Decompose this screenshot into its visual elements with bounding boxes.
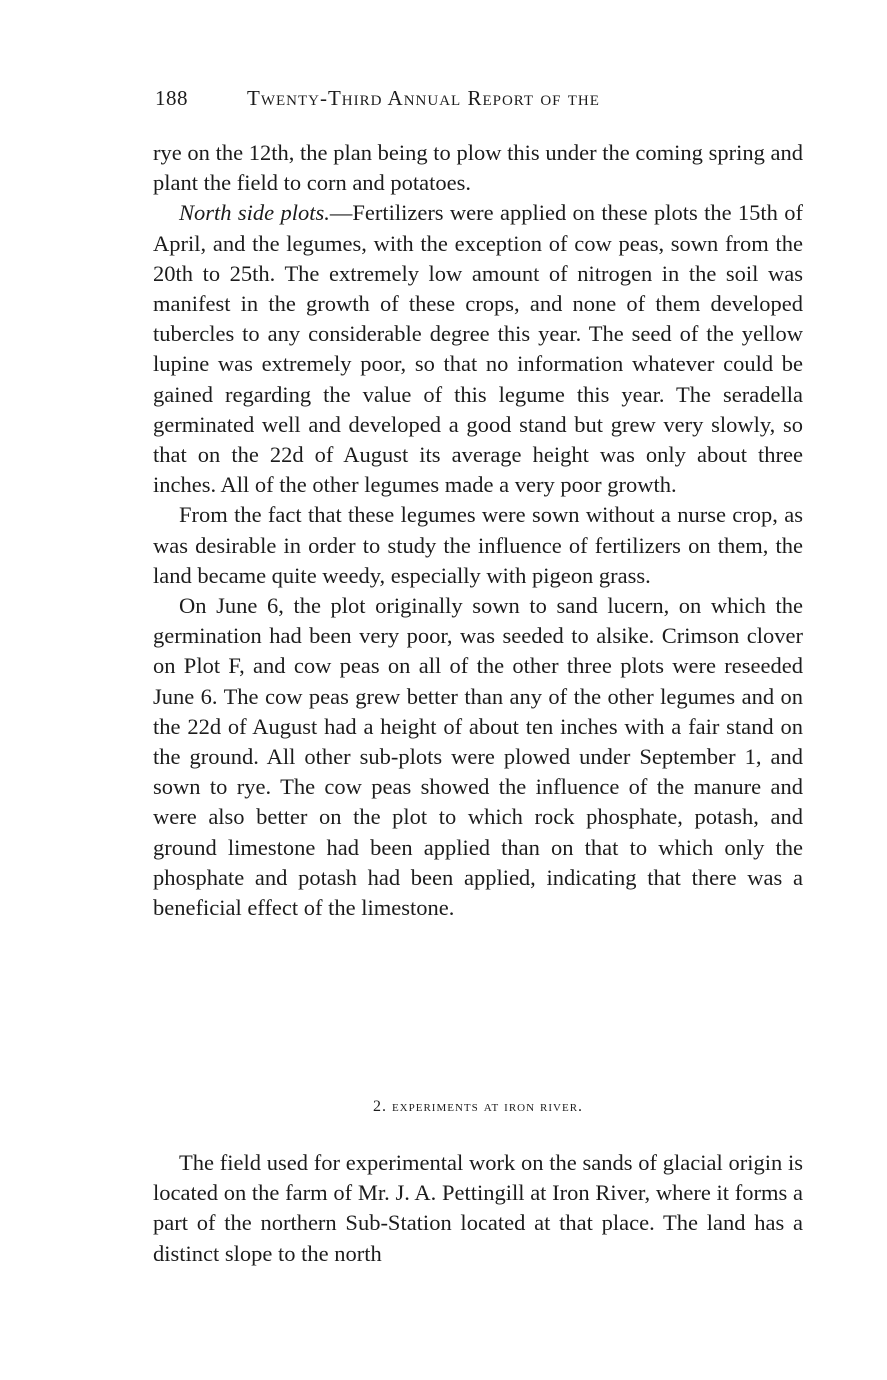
paragraph-iron-river: The field used for experimental work on the sands of glacial origin is located on the farm of Mr. J. A. Pettingill at Iron River, where it forms a part of the northern Sub-Station located at that place. The land has a distinct slope to the north xyxy=(153,1150,803,1266)
body-text-lower xyxy=(153,1148,803,1269)
paragraph-nurse-crop: From the fact that these legumes were sown without a nurse crop, as was desirable in order to study the influence of fertilizers on them, the land became quite weedy, especially with pigeon grass. xyxy=(153,502,803,588)
italic-lead-in: North side plots. xyxy=(179,200,330,226)
paragraph-continuation: rye on the 12th, the plan being to plow this under the coming spring and plant the field to corn and potatoes. xyxy=(153,140,803,196)
running-head: Twenty-Third Annual Report of the xyxy=(247,86,600,110)
page-header xyxy=(155,86,805,116)
section-heading: 2. experiments at iron river. xyxy=(372,1098,584,1115)
paragraph-north-side-plots xyxy=(153,198,803,500)
paragraph-june-6: On June 6, the plot originally sown to sand lucern, on which the germination had been very poor, was seeded to alsike. Crimson clover on Plot F, and cow peas on all of the other three plots were reseeded June 6. The cow peas grew better than any of the other legumes and on the 22d of August had a height of about ten inches with a fair stand on the ground. All other sub-plots were plowed under September 1, and sown to rye. The cow peas showed the influence of the manure and were also better on the plot to which rock phosphate, potash, and ground limestone had been applied than on that to which only the phosphate and potash had been applied, indicating that there was a beneficial effect of the limestone. xyxy=(153,593,803,921)
page-number: 188 xyxy=(155,86,188,110)
body-text-upper xyxy=(153,138,803,923)
paragraph-body: —Fertilizers were applied on these plots the 15th of April, and the legumes, with the exception of cow peas, sown from the 20th to 25th. The extremely low amount of nitrogen in the soil was manifest in the growth of these crops, and none of them developed tubercles to any considerable degree this year. The seed of the yellow lupine was extremely poor, so that no information whatever could be gained regarding the value of this legume this year. The seradella germinated well and developed a good stand but grew very slowly, so that on the 22d of August its average height was only about three inches. All of the other legumes made a very poor growth. xyxy=(153,200,803,498)
